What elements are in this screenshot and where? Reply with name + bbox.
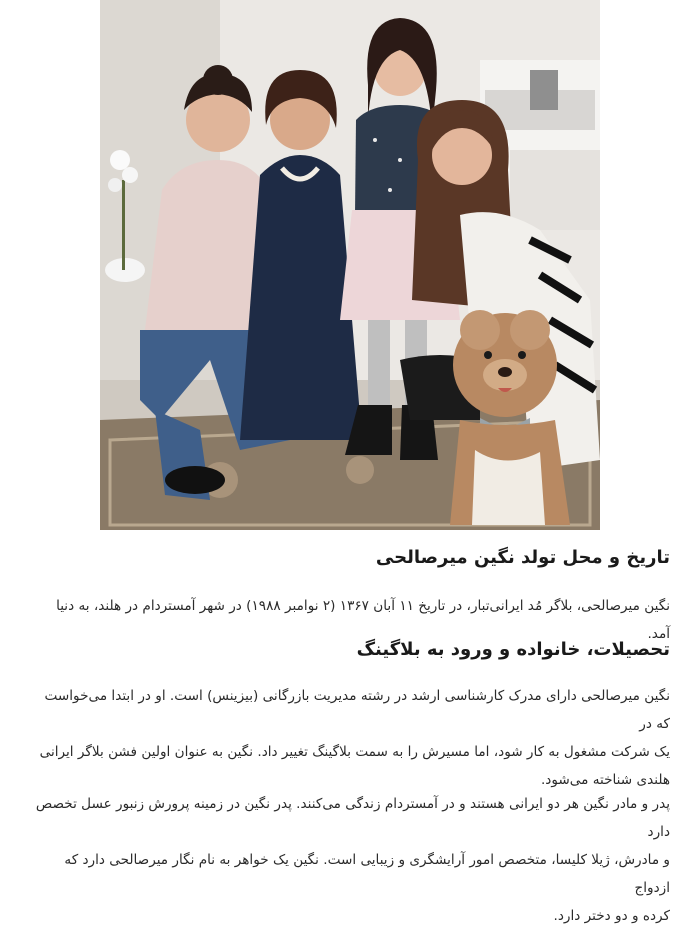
paragraph-line: نگین میرصالحی، بلاگر مُد ایرانی‌تبار، در تاریخ ۱۱ آبان ۱۳۶۷ (۲ نوامبر ۱۹۸۸) در شهر آمستردام در هلند، به دنیا آمد. [56,598,670,642]
paragraph-line: نگین میرصالحی دارای مدرک کارشناسی ارشد در رشته مدیریت بازرگانی (بیزینس) است. او در ابتدا می‌خواست که در [44,688,670,732]
paragraph-line: پدر و مادر نگین هر دو ایرانی هستند و در آمستردام زندگی می‌کنند. پدر نگین در زمینه پرورش زنبور عسل تخصص دارد [35,796,670,840]
paragraph-family [30,790,670,930]
family-photo [100,0,600,530]
paragraph-line: کرده و دو دختر دارد. [553,908,670,924]
family-photo-illustration [100,0,600,530]
paragraph-education [30,682,670,794]
section-heading-education: تحصیلات، خانواده و ورود به بلاگینگ [356,639,670,660]
paragraph-line: یک شرکت مشغول به کار شود، اما مسیرش را به سمت بلاگینگ تغییر داد. نگین به عنوان اولین فشن بلاگر ایرانی [39,744,670,760]
section-heading-birth: تاریخ و محل تولد نگین میرصالحی [375,547,670,568]
paragraph-line: هلندی شناخته می‌شود. [540,772,670,788]
paragraph-line: و مادرش، ژیلا کلیسا، متخصص امور آرایشگری و زیبایی است. نگین یک خواهر به نام نگار میرصالحی دارد که ازدواج [64,852,670,896]
